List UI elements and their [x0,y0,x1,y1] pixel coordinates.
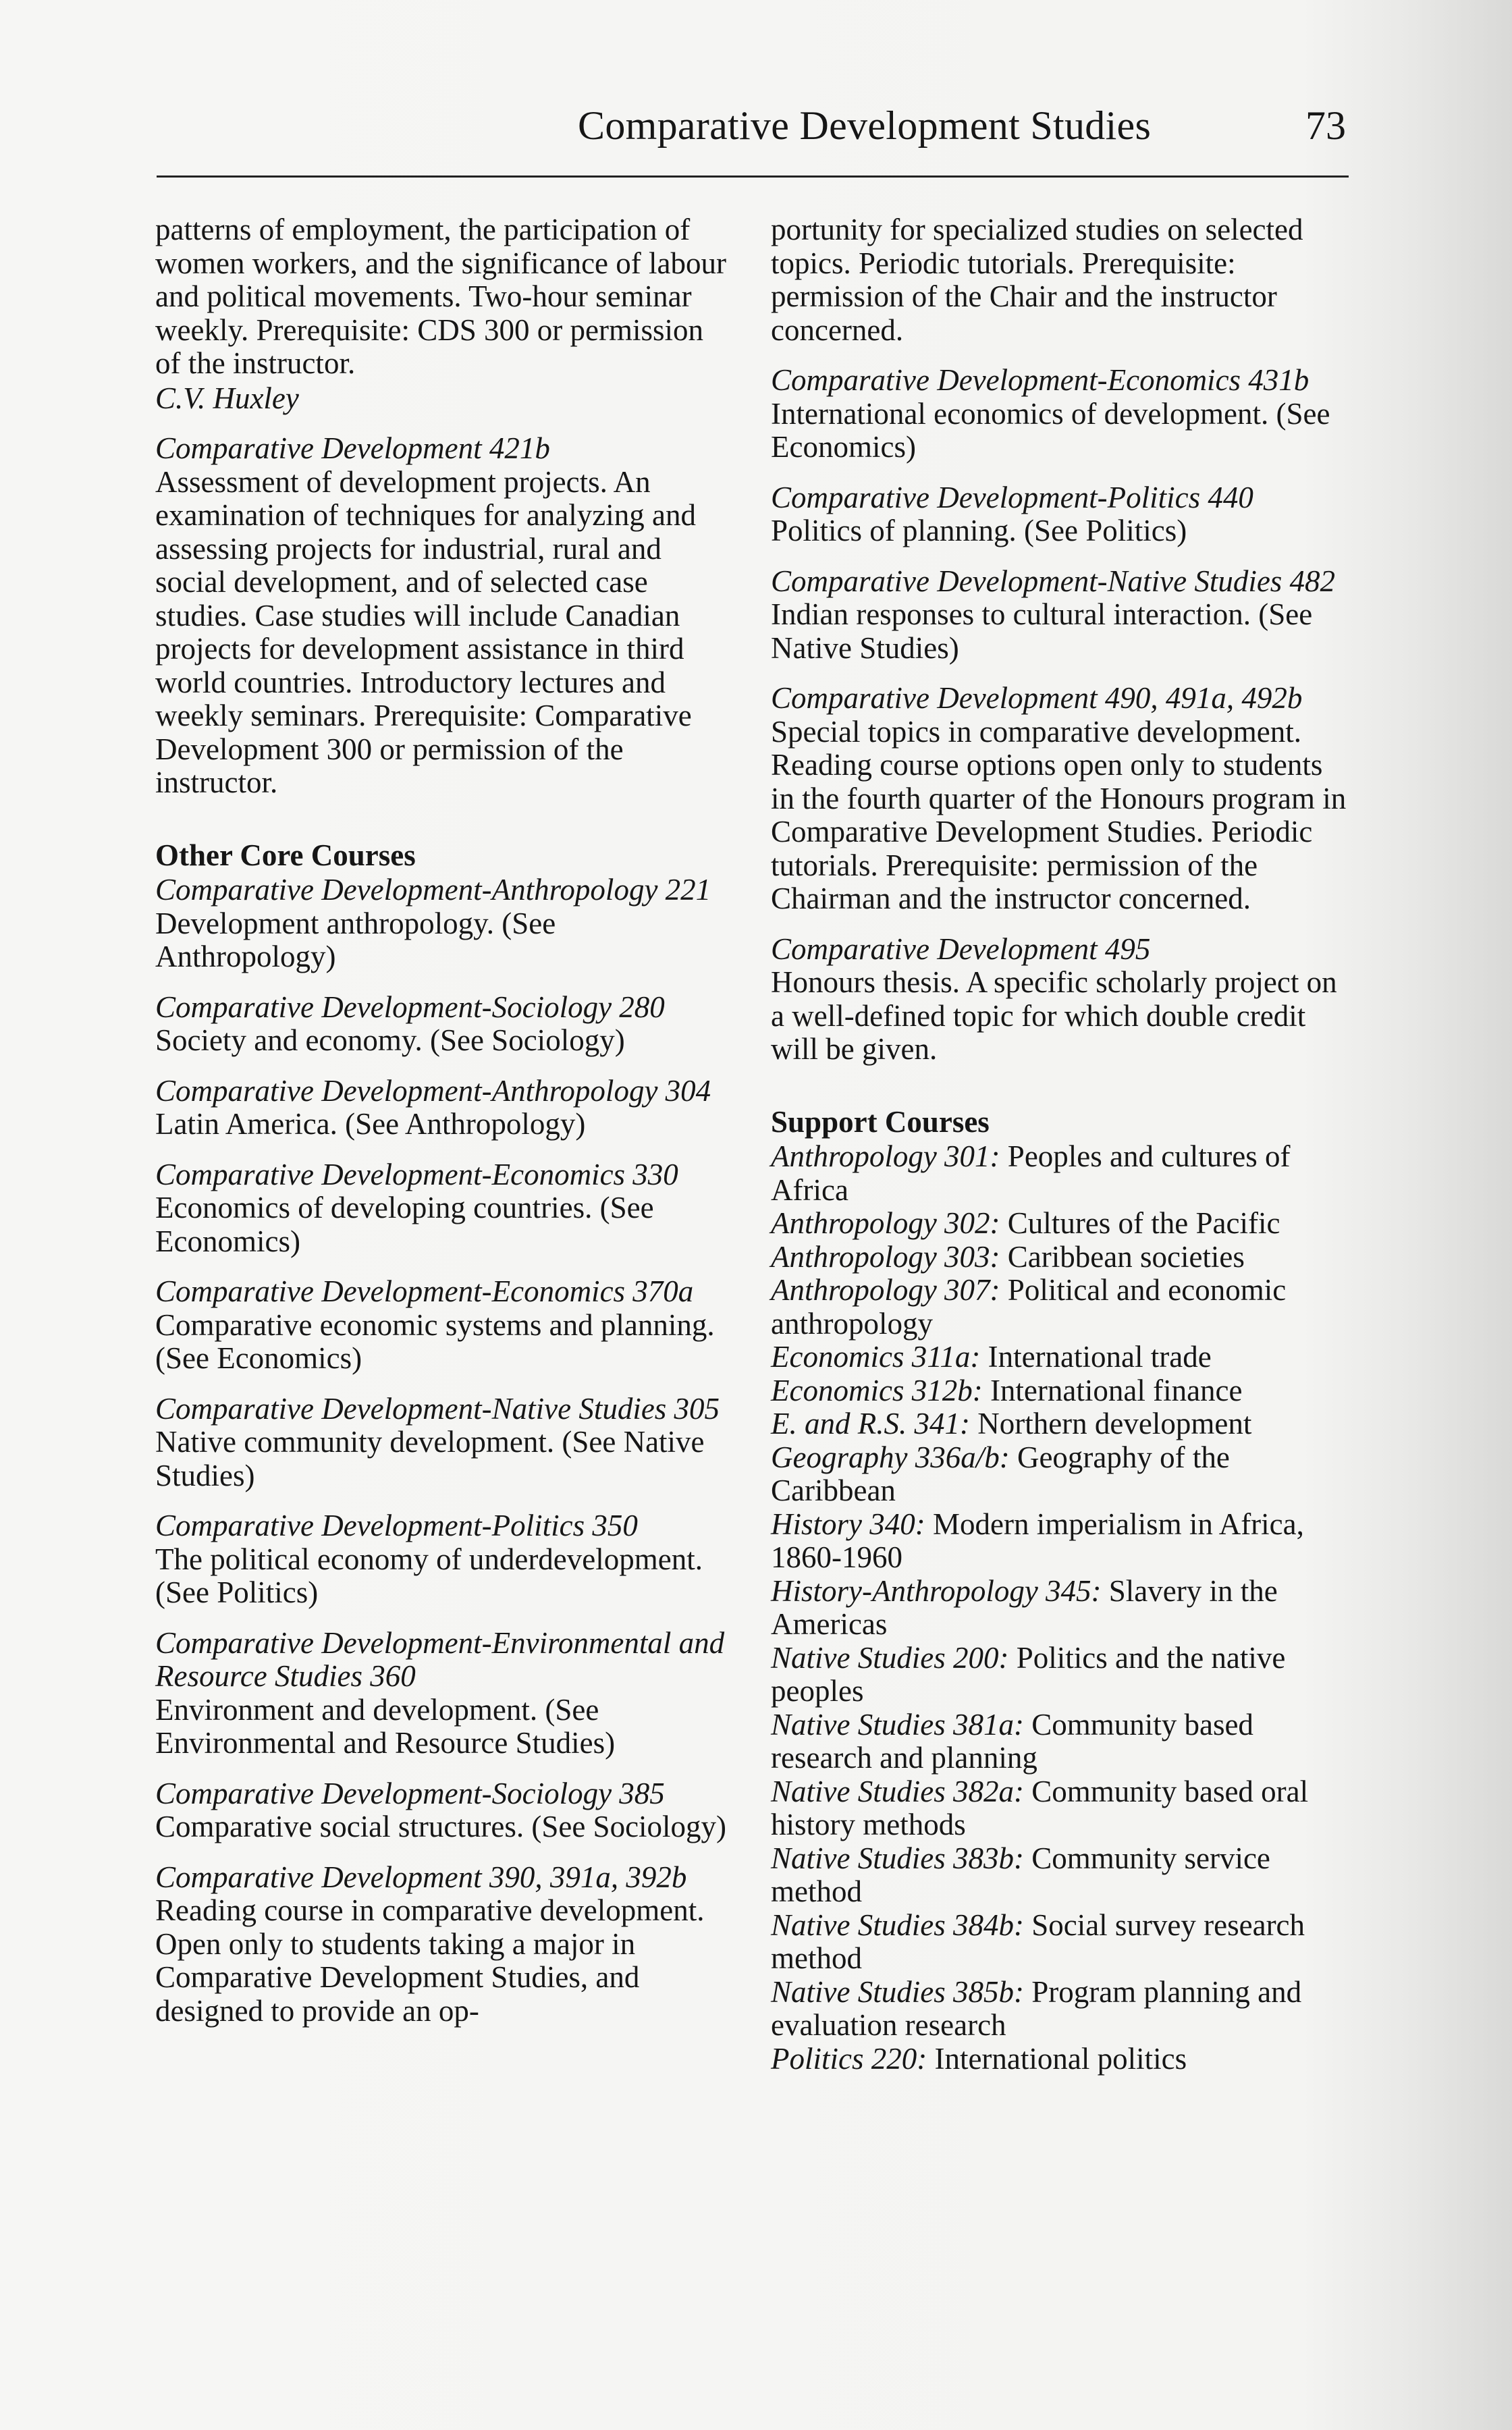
support-course-desc: Community service method [771,1841,1270,1908]
support-course-name: Anthropology 303: [771,1239,1000,1274]
support-course-desc: Modern imperialism in Africa, 1860-1960 [771,1507,1304,1574]
support-course-name: E. and R.S. 341: [771,1407,970,1440]
course-entry [771,565,1351,666]
support-course-name: Anthropology 301: [771,1139,1000,1173]
course-title: Comparative Development-Economics 330 [155,1157,678,1191]
course-title: Comparative Development-Politics 440 [771,480,1253,514]
list-item [771,1341,1351,1374]
course-entry [155,1075,729,1141]
support-course-list [771,1140,1351,2076]
support-course-desc: International politics [934,2041,1187,2076]
course-entry [155,432,729,800]
course-entry [155,1158,729,1259]
course-description: Native community development. (See Native Studies) [155,1425,705,1492]
course-description: Development anthropology. (See Anthropology) [155,906,556,973]
support-course-name: Anthropology 302: [771,1206,1000,1240]
support-course-name: Native Studies 385b: [771,1974,1024,2009]
course-entry [771,933,1351,1066]
list-item [771,1207,1351,1241]
course-entry [771,481,1351,548]
list-item [771,1274,1351,1341]
list-item [771,1575,1351,1642]
course-description: Economics of developing countries. (See Economics) [155,1191,654,1258]
list-item [771,1642,1351,1708]
support-course-name: Native Studies 383b: [771,1841,1024,1875]
course-description: Politics of planning. (See Politics) [771,514,1187,547]
support-course-desc: Slavery in the Americas [771,1573,1278,1641]
list-item [771,1976,1351,2043]
left-column [155,213,729,2045]
support-course-name: History 340: [771,1507,925,1541]
support-course-desc: Geography of the Caribbean [771,1440,1230,1507]
course-title: Comparative Development-Politics 350 [155,1509,638,1542]
running-title: Comparative Development Studies [578,103,1152,148]
support-course-name: Native Studies 381a: [771,1707,1024,1742]
course-description: Latin America. (See Anthropology) [155,1107,586,1141]
list-item [771,1842,1351,1909]
course-entry [155,991,729,1058]
continued-text: portunity for specialized studies on selected topics. Periodic tutorials. Prerequisite: permission of the Chair and the instructor concerned. [771,213,1303,347]
course-title: Comparative Development 490, 491a, 492b [771,681,1303,715]
list-item [771,1407,1351,1441]
right-column [771,213,1351,2076]
page-number: 73 [1305,103,1346,148]
list-item [771,1140,1351,1207]
course-entry [155,1861,729,2028]
support-course-desc: Peoples and cultures of Africa [771,1139,1291,1207]
section-heading-other-core: Other Core Courses [155,838,416,872]
support-course-name: Anthropology 307: [771,1273,1000,1307]
course-entry [155,1627,729,1760]
course-description: The political economy of underdevelopment. (See Politics) [155,1542,703,1609]
course-entry [155,873,729,974]
list-item [771,1241,1351,1274]
support-course-desc: Social survey research method [771,1908,1305,1975]
list-item [771,1909,1351,1976]
list-item [771,2043,1351,2076]
support-course-desc: Community based oral history methods [771,1774,1309,1841]
support-course-desc: Northern development [977,1407,1252,1440]
support-course-desc: Cultures of the Pacific [1007,1206,1280,1240]
instructor-credit: C.V. Huxley [155,381,299,415]
course-title: Comparative Development 390, 391a, 392b [155,1860,687,1894]
support-course-name: Politics 220: [771,2041,927,2076]
course-title: Comparative Development-Sociology 280 [155,990,665,1024]
support-course-desc: International finance [990,1373,1243,1407]
support-course-name: Geography 336a/b: [771,1440,1010,1474]
support-course-name: Native Studies 382a: [771,1774,1024,1808]
course-description: Comparative economic systems and planning. (See Economics) [155,1307,715,1375]
course-entry [155,1393,729,1493]
support-course-name: Economics 312b: [771,1373,983,1407]
support-course-desc: Caribbean societies [1007,1239,1245,1274]
course-description: Reading course in comparative development. Open only to students taking a major in Comparative Development Studies, and designed to provide an op- [155,1893,705,2028]
support-course-desc: Politics and the native peoples [771,1640,1286,1708]
course-title: Comparative Development-Anthropology 221 [155,873,711,907]
course-title: Comparative Development 421b [155,431,550,465]
support-course-name: Native Studies 384b: [771,1908,1024,1942]
continued-text: patterns of employment, the participation of women workers, and the significance of labour and political movements. Two-hour seminar weekly. Prerequisite: CDS 300 or permission of the instructor. [155,213,726,380]
course-title: Comparative Development-Economics 370a [155,1274,694,1308]
course-title: Comparative Development-Sociology 385 [155,1776,665,1810]
section-heading-support: Support Courses [771,1104,990,1139]
list-item [771,1441,1351,1508]
support-course-desc: Community based research and planning [771,1707,1253,1775]
course-title: Comparative Development-Native Studies 305 [155,1391,720,1426]
course-title: Comparative Development-Native Studies 482 [771,564,1336,598]
support-course-desc: Program planning and evaluation research [771,1974,1302,2042]
list-item [771,1508,1351,1575]
list-item [771,1374,1351,1408]
course-entry [155,1275,729,1376]
course-description: Comparative social structures. (See Sociology) [155,1810,727,1843]
running-header [157,94,1349,178]
course-entry [155,1777,729,1844]
support-course-name: History-Anthropology 345: [771,1573,1102,1608]
list-item [771,1775,1351,1842]
continued-entry [155,213,729,415]
support-course-name: Native Studies 200: [771,1640,1009,1675]
course-entry [771,682,1351,916]
list-item [771,1708,1351,1775]
support-course-desc: International trade [988,1340,1212,1374]
course-description: Environment and development. (See Environmental and Resource Studies) [155,1692,616,1760]
course-title: Comparative Development-Economics 431b [771,363,1310,397]
course-title: Comparative Development 495 [771,932,1151,966]
course-title: Comparative Development-Environmental and Resource Studies 360 [155,1625,725,1693]
support-course-desc: Political and economic anthropology [771,1273,1287,1341]
course-description: Indian responses to cultural interaction. (See Native Studies) [771,597,1313,665]
support-course-name: Economics 311a: [771,1340,981,1374]
course-description: Society and economy. (See Sociology) [155,1023,625,1057]
course-description: Honours thesis. A specific scholarly project on a well-defined topic for which double credit will be given. [771,965,1337,1066]
course-title: Comparative Development-Anthropology 304 [155,1073,711,1108]
course-entry [155,1509,729,1610]
course-description: International economics of development. (See Economics) [771,396,1330,464]
course-description: Assessment of development projects. An examination of techniques for analyzing and assessing projects for industrial, rural and social development, and of selected case studies. Case studies will include Canadian projects for development assistance in third world countries. Introductory lectures and weekly seminars. Prerequisite: Comparative Development 300 or permission of the instructor. [155,464,696,799]
course-description: Special topics in comparative development. Reading course options open only to students in the fourth quarter of the Honours program in Comparative Development Studies. Periodic tutorials. Prerequisite: permission of the Chairman and the instructor concerned. [771,714,1347,915]
course-entry [771,364,1351,464]
